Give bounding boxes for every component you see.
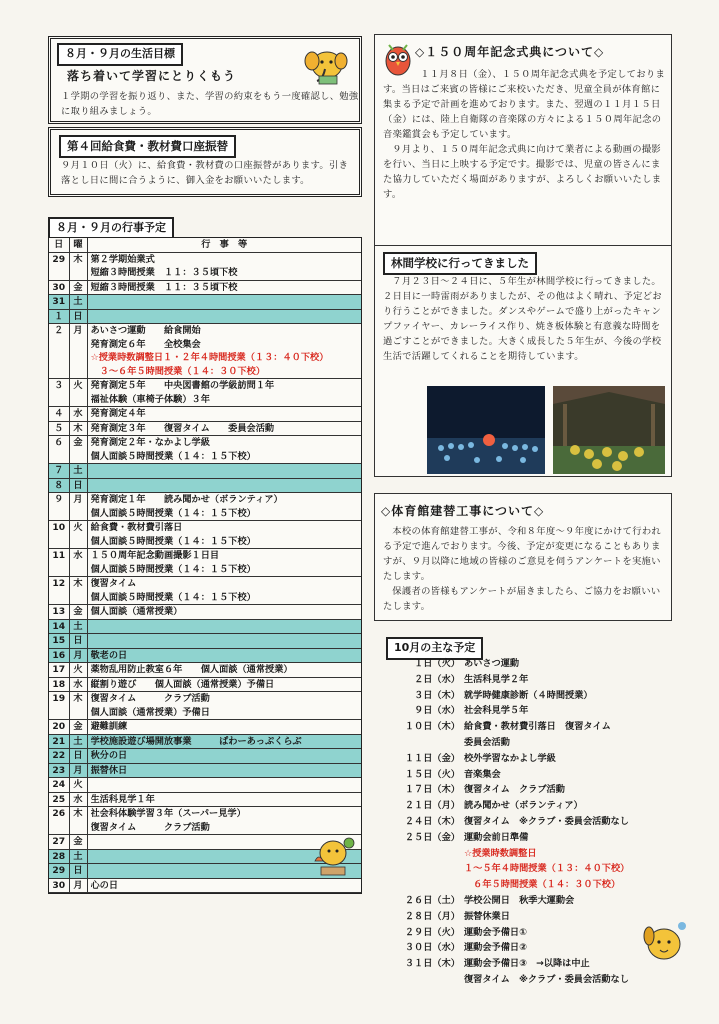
october-date: ２５日（金） — [404, 831, 460, 843]
schedule-day: ５ — [49, 421, 69, 436]
schedule-weekday: 木 — [69, 252, 87, 280]
october-event: 運動会予備日③ →以降は中止 — [464, 958, 590, 970]
schedule-row — [49, 379, 361, 407]
schedule-event — [91, 479, 359, 493]
gym-box — [374, 493, 672, 621]
schedule-header-day: 日 — [49, 238, 69, 252]
october-event: 就学時健康診断（４時間授業） — [464, 689, 593, 701]
schedule-event: 学校施設遊び場開放事業 ぱわーあっぷくらぶ — [90, 735, 302, 747]
october-event: 音楽集会 — [464, 768, 501, 780]
schedule-event: 振替休日 — [90, 764, 128, 776]
schedule-day: ４ — [49, 407, 69, 422]
schedule-weekday: 金 — [69, 605, 87, 620]
schedule-event: あいさつ運動 給食開始 — [90, 325, 201, 336]
schedule-row — [49, 605, 361, 620]
schedule-row — [49, 478, 361, 493]
schedule-event: 復習タイム クラブ活動 — [90, 693, 210, 704]
schedule-weekday: 金 — [69, 835, 87, 850]
schedule-event: 発育測定２年・なかよし学級 — [90, 437, 210, 448]
schedule-weekday: 日 — [69, 634, 87, 649]
schedule-day: 21 — [49, 734, 69, 749]
schedule-day: 17 — [49, 663, 69, 678]
schedule-events — [87, 436, 361, 464]
life-goals-subtitle: 落ち着いて学習にとりくもう — [67, 69, 237, 83]
october-row — [392, 767, 682, 783]
schedule-event — [91, 464, 359, 478]
schedule-weekday: 月 — [69, 324, 87, 379]
schedule-weekday: 水 — [69, 549, 87, 577]
camp-box — [374, 245, 672, 477]
camp-text: ７月２３日～２４日に、５年生が林間学校に行ってきました。２日目に一時雷雨がありましたが、その他はよく晴れ、予定どおり行うことができました。ダンスやゲームで盛り上がったキャンプファイヤー、カレーライス作り、焼き板体験と有意義な時間を過ごすことができました。大きく成長した５年生が、今後の学校生活で活躍してくれることを期待しています。 — [383, 276, 662, 363]
october-date: １５日（火） — [404, 768, 460, 780]
schedule-row — [49, 324, 361, 379]
schedule-events — [87, 478, 361, 493]
schedule-event: 心の日 — [90, 879, 119, 891]
october-event: 社会科見学５年 — [464, 705, 529, 717]
schedule-events — [87, 309, 361, 324]
october-event: あいさつ運動 — [464, 658, 520, 669]
schedule-events — [87, 521, 361, 549]
october-row — [392, 703, 682, 719]
schedule-day: 28 — [49, 849, 69, 864]
october-event: 校外学習なかよし学級 — [464, 752, 556, 764]
anniversary-title: ◇１５０周年記念式典について◇ — [415, 45, 605, 59]
schedule-events — [87, 577, 361, 605]
anniversary-paragraph-1: １１月８日（金）、１５０周年記念式典を予定しております。当日はご来賓の皆様にご来校いただき、児童全員が体育館に集まる予定で計画を進めております。また、翌週の１１月１５日（金）には、陸上自衛隊の音楽隊の方々による１５０周年記念の音楽鑑賞会も予定しています。 — [383, 69, 666, 141]
schedule-day: 27 — [49, 835, 69, 850]
schedule-header-weekday: 曜 — [69, 238, 87, 252]
anniversary-text — [383, 67, 669, 202]
schedule-row — [49, 763, 361, 778]
schedule-event: 個人面談（通常授業） — [90, 606, 183, 617]
october-row — [392, 735, 682, 751]
camp-title: 林間学校に行ってきました — [383, 252, 537, 275]
gym-paragraph-2: 保護者の皆様もアンケートが届きましたら、ご協力をお願いいたします。 — [383, 586, 661, 613]
schedule-events — [87, 464, 361, 479]
schedule-day: 22 — [49, 749, 69, 764]
schedule-event — [91, 778, 359, 792]
payment-text: ９月１０日（火）に、給食費・教材費の口座振替があります。引き落とし日に間に合うように、御入金をお願いいたします。 — [61, 160, 349, 187]
schedule-weekday: 土 — [69, 619, 87, 634]
october-event: 学校公開日 秋季大運動会 — [464, 894, 575, 906]
schedule-weekday: 土 — [69, 734, 87, 749]
schedule-weekday: 水 — [69, 792, 87, 807]
october-date — [392, 861, 464, 877]
october-date: ２６日（土） — [404, 894, 460, 906]
payment-title: 第４回給食費・教材費口座振替 — [59, 135, 236, 158]
schedule-event: 敬老の日 — [90, 649, 128, 661]
schedule-row — [49, 421, 361, 436]
schedule-events — [87, 677, 361, 692]
schedule-row — [49, 549, 361, 577]
anniversary-paragraph-2: ９月より、１５０周年記念式典に向けて業者による動画の撮影を行い、当日に上映する予定です。撮影では、児童の皆さんにまた協力していただく場面がありますが、よろしくお願いいたします。 — [383, 144, 662, 201]
vegetable-mascot-icon — [305, 827, 357, 879]
schedule-header-events: 行 事 等 — [87, 238, 361, 252]
schedule-event: 復習タイム — [90, 578, 137, 589]
schedule-events — [87, 792, 361, 807]
dog-mascot-icon — [638, 916, 690, 968]
schedule-event: 個人面談５時間授業（１４：１５下校） — [90, 535, 256, 547]
schedule-event-notice: ３～６年５時間授業（１４：３０下校） — [90, 365, 266, 377]
schedule-events — [87, 648, 361, 663]
october-date: ２８日（月） — [404, 910, 460, 922]
schedule-weekday: 水 — [69, 407, 87, 422]
october-row — [392, 656, 682, 672]
schedule-day: 10 — [49, 521, 69, 549]
october-event: 生活科見学２年 — [464, 673, 529, 685]
october-date: ２９日（火） — [404, 926, 460, 938]
schedule-row — [49, 734, 361, 749]
schedule-day: 12 — [49, 577, 69, 605]
schedule-event: 個人面談５時間授業（１４：１５下校） — [90, 563, 256, 575]
schedule-event: 給食費・教材費引落日 — [90, 522, 183, 533]
october-row — [392, 861, 682, 877]
schedule-event: 秋分の日 — [90, 750, 128, 761]
schedule-events — [87, 734, 361, 749]
schedule-event: 縦割り遊び 個人面談（通常授業）予備日 — [90, 678, 275, 690]
schedule-row — [49, 648, 361, 663]
october-row — [392, 672, 682, 688]
schedule-row — [49, 295, 361, 310]
october-event: 振替休業日 — [464, 910, 510, 922]
schedule-event: 発育測定３年 復習タイム 委員会活動 — [90, 422, 275, 434]
schedule-row — [49, 778, 361, 793]
october-event: 復習タイム ※クラブ・委員会活動なし — [464, 815, 629, 827]
schedule-day: 18 — [49, 677, 69, 692]
schedule-day: ６ — [49, 436, 69, 464]
october-date: １日（火） — [414, 658, 460, 669]
schedule-day: 30 — [49, 878, 69, 893]
schedule-day: 14 — [49, 619, 69, 634]
october-event: ６年５時間授業（１４：３０下校） — [464, 879, 621, 891]
schedule-event: １５０周年記念動画撮影１日目 — [90, 550, 220, 561]
schedule-event: 個人面談５時間授業（１４：１５下校） — [90, 507, 256, 519]
schedule-table — [49, 238, 361, 893]
schedule-event: 個人面談（通常授業）予備日 — [90, 706, 210, 718]
schedule-weekday: 木 — [69, 421, 87, 436]
gym-text — [383, 524, 669, 614]
schedule-event: 第２学期始業式 — [90, 253, 155, 265]
october-event: １～５年４時間授業（１３：４０下校） — [464, 863, 630, 875]
schedule-day: 31 — [49, 295, 69, 310]
schedule-weekday: 日 — [69, 478, 87, 493]
schedule-weekday: 月 — [69, 648, 87, 663]
schedule-weekday: 金 — [69, 280, 87, 295]
schedule-row — [49, 493, 361, 521]
schedule-event: 復習タイム クラブ活動 — [90, 821, 210, 833]
schedule-weekday: 土 — [69, 464, 87, 479]
schedule-event — [91, 634, 359, 648]
schedule-event: 避難訓練 — [90, 721, 128, 732]
schedule-day: 24 — [49, 778, 69, 793]
schedule-weekday: 木 — [69, 807, 87, 835]
schedule-weekday: 土 — [69, 295, 87, 310]
schedule-row — [49, 878, 361, 893]
schedule-event: 短縮３時間授業 １１：３５頃下校 — [90, 281, 238, 293]
schedule-day: 20 — [49, 720, 69, 735]
october-title: 10月の主な予定 — [386, 637, 483, 660]
schedule-row — [49, 577, 361, 605]
campfire-photo — [427, 386, 545, 474]
october-row — [392, 846, 682, 862]
schedule-event: 短縮３時間授業 １１：３５頃下校 — [90, 267, 238, 278]
schedule-row — [49, 464, 361, 479]
schedule-day: 29 — [49, 252, 69, 280]
october-date: ３１日（木） — [404, 958, 460, 970]
october-row — [392, 751, 682, 767]
schedule-row — [49, 792, 361, 807]
elephant-mascot-icon — [303, 43, 349, 87]
schedule-events — [87, 324, 361, 379]
schedule-events — [87, 605, 361, 620]
schedule-events — [87, 379, 361, 407]
schedule-event: 薬物乱用防止教室６年 個人面談（通常授業） — [90, 664, 293, 675]
schedule-events — [87, 407, 361, 422]
october-date — [392, 846, 464, 862]
schedule-row — [49, 720, 361, 735]
october-row — [392, 814, 682, 830]
october-date: １０日（木） — [404, 721, 460, 733]
schedule-title: ８月・９月の行事予定 — [48, 217, 174, 240]
schedule-day: 16 — [49, 648, 69, 663]
schedule-weekday: 火 — [69, 778, 87, 793]
schedule-day: 13 — [49, 605, 69, 620]
october-event: 運動会前日準備 — [464, 831, 529, 843]
october-date: １１日（金） — [404, 752, 460, 764]
life-goals-box — [48, 36, 362, 124]
schedule-weekday: 木 — [69, 692, 87, 720]
schedule-day: 15 — [49, 634, 69, 649]
october-row — [392, 893, 682, 909]
october-date — [392, 972, 464, 988]
schedule-row — [49, 280, 361, 295]
schedule-table-body — [49, 238, 361, 893]
schedule-event: 福祉体験（車椅子体験）３年 — [90, 393, 210, 405]
schedule-weekday: 火 — [69, 663, 87, 678]
schedule-events — [87, 878, 361, 893]
schedule-events — [87, 749, 361, 764]
schedule-events — [87, 763, 361, 778]
schedule-weekday: 月 — [69, 493, 87, 521]
schedule-weekday: 金 — [69, 436, 87, 464]
schedule-weekday: 月 — [69, 878, 87, 893]
schedule-row — [49, 521, 361, 549]
gym-title: ◇体育館建替工事について◇ — [381, 504, 545, 518]
october-event: 運動会予備日② — [464, 942, 527, 954]
anniversary-box — [374, 34, 672, 258]
october-event: 読み聞かせ（ボランティア） — [464, 800, 583, 812]
schedule-event-notice: ☆授業時数調整日１・２年４時間授業（１３：４０下校） — [90, 352, 329, 363]
schedule-event: 発育測定５年 中央図書館の学級訪問１年 — [90, 380, 275, 391]
october-row — [392, 688, 682, 704]
schedule-table-wrap — [48, 237, 362, 894]
schedule-header-row — [49, 238, 361, 252]
cooking-photo — [553, 386, 665, 474]
schedule-day: 30 — [49, 280, 69, 295]
schedule-events — [87, 619, 361, 634]
schedule-row — [49, 436, 361, 464]
schedule-event — [91, 295, 359, 309]
schedule-events — [87, 663, 361, 678]
schedule-event: 生活科見学１年 — [90, 793, 155, 805]
schedule-event: 個人面談５時間授業（１４：１５下校） — [90, 450, 256, 462]
schedule-day: ９ — [49, 493, 69, 521]
schedule-row — [49, 309, 361, 324]
schedule-day: ３ — [49, 379, 69, 407]
schedule-row — [49, 634, 361, 649]
october-date: ３０日（水） — [404, 942, 460, 954]
schedule-events — [87, 295, 361, 310]
october-date: ９日（水） — [414, 705, 460, 717]
schedule-row — [49, 692, 361, 720]
schedule-weekday: 日 — [69, 309, 87, 324]
october-event: 委員会活動 — [464, 736, 510, 748]
schedule-weekday: 水 — [69, 677, 87, 692]
october-date: ３日（木） — [414, 689, 460, 701]
schedule-row — [49, 677, 361, 692]
schedule-row — [49, 749, 361, 764]
schedule-events — [87, 720, 361, 735]
schedule-event — [91, 310, 359, 324]
schedule-day: 19 — [49, 692, 69, 720]
schedule-weekday: 土 — [69, 849, 87, 864]
schedule-weekday: 木 — [69, 577, 87, 605]
schedule-event — [91, 620, 359, 634]
schedule-events — [87, 634, 361, 649]
october-event: ☆授業時数調整日 — [464, 847, 537, 859]
schedule-day: ８ — [49, 478, 69, 493]
october-row — [392, 972, 682, 988]
schedule-day: 23 — [49, 763, 69, 778]
schedule-events — [87, 778, 361, 793]
schedule-event: 発育測定６年 全校集会 — [90, 338, 201, 350]
october-row — [392, 830, 682, 846]
schedule-weekday: 火 — [69, 521, 87, 549]
life-goals-title: ８月・９月の生活目標 — [57, 43, 183, 66]
schedule-events — [87, 280, 361, 295]
october-date: ２１日（月） — [404, 800, 460, 812]
october-row — [392, 782, 682, 798]
schedule-event: 発育測定４年 — [90, 408, 146, 419]
schedule-event: 個人面談５時間授業（１４：１５下校） — [90, 591, 256, 603]
schedule-events — [87, 493, 361, 521]
schedule-event: 発育測定１年 読み聞かせ（ボランティア） — [90, 494, 283, 505]
october-event: 給食費・教材費引落日 復習タイム — [464, 721, 611, 733]
schedule-weekday: 日 — [69, 749, 87, 764]
payment-box — [48, 127, 362, 197]
october-date — [392, 735, 464, 751]
schedule-weekday: 金 — [69, 720, 87, 735]
schedule-row — [49, 619, 361, 634]
schedule-events — [87, 549, 361, 577]
schedule-row — [49, 663, 361, 678]
schedule-day: ２ — [49, 324, 69, 379]
schedule-events — [87, 421, 361, 436]
october-date: ２４日（木） — [404, 815, 460, 827]
schedule-day: ７ — [49, 464, 69, 479]
schedule-day: 26 — [49, 807, 69, 835]
october-date: １７日（木） — [404, 784, 460, 796]
october-row — [392, 877, 682, 893]
schedule-events — [87, 692, 361, 720]
october-date — [392, 877, 464, 893]
schedule-weekday: 月 — [69, 763, 87, 778]
october-row — [392, 798, 682, 814]
schedule-event: 社会科体験学習３年（スーパー見学） — [90, 808, 246, 819]
schedule-day: 11 — [49, 549, 69, 577]
schedule-weekday: 火 — [69, 379, 87, 407]
schedule-day: 25 — [49, 792, 69, 807]
schedule-day: 29 — [49, 864, 69, 879]
october-event: 復習タイム ※クラブ・委員会活動なし — [464, 973, 629, 985]
october-row — [392, 719, 682, 735]
schedule-row — [49, 407, 361, 422]
schedule-day: １ — [49, 309, 69, 324]
gym-paragraph-1: 本校の体育館建替工事が、令和８年度～９年度にかけて行われる予定で進んでおります。今後、予定が変更になることもありますが、９月以降に地域の皆様のご意見を伺うアンケートを実施いたします。 — [383, 526, 662, 583]
october-date: ２日（水） — [414, 673, 460, 685]
october-event: 復習タイム クラブ活動 — [464, 784, 565, 796]
schedule-row — [49, 252, 361, 280]
schedule-events — [87, 252, 361, 280]
schedule-weekday: 日 — [69, 864, 87, 879]
life-goals-text: １学期の学習を振り返り、また、学習の約束をもう一度確認し、勉強に取り組みましょう。 — [61, 91, 359, 118]
october-event: 運動会予備日① — [464, 926, 527, 938]
